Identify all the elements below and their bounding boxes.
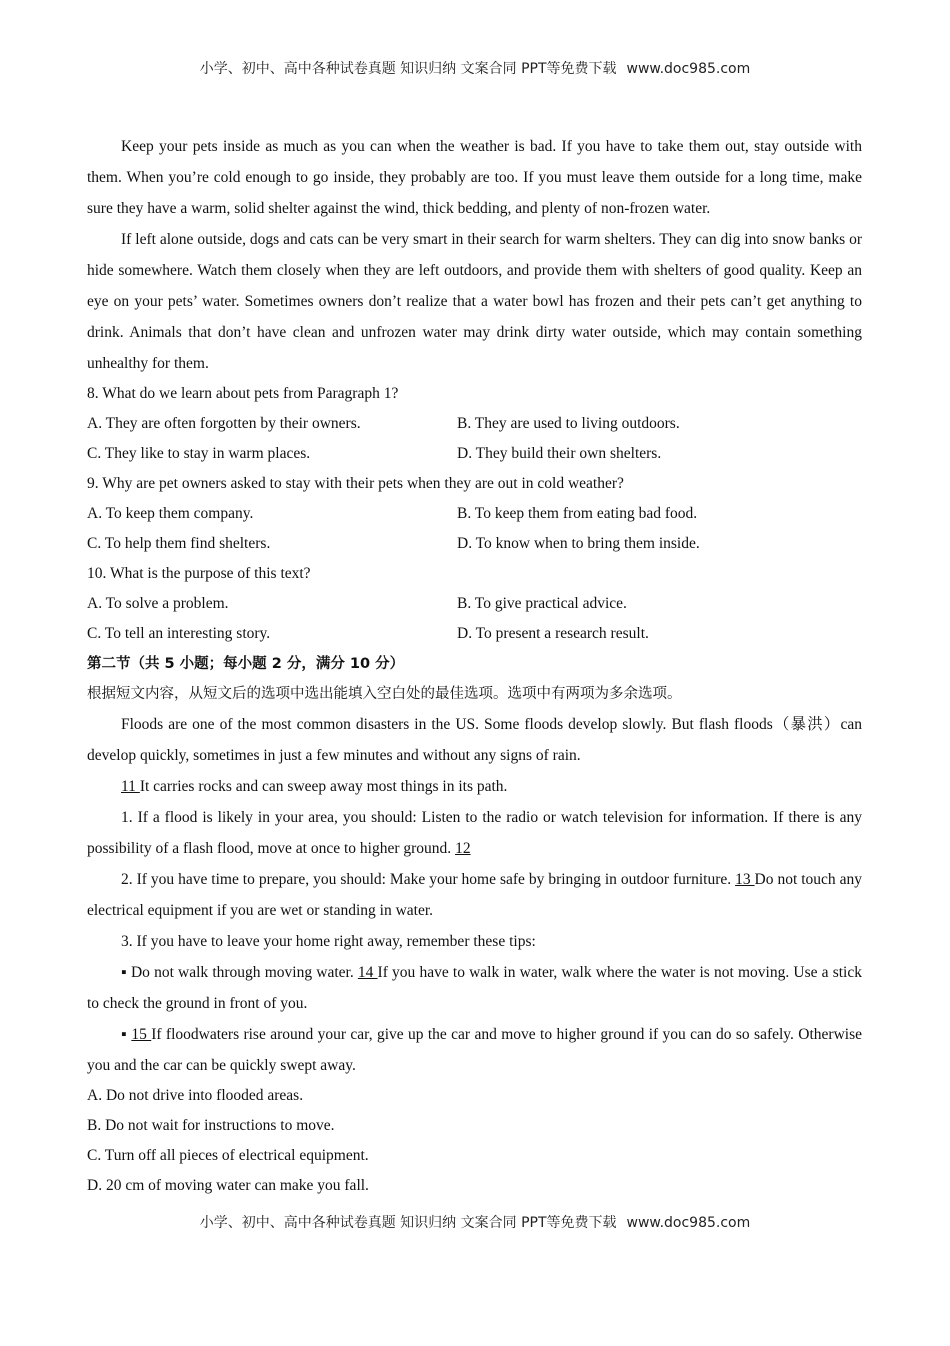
blank-15: 15 <box>131 1026 152 1043</box>
question-options <box>87 499 862 559</box>
answer-option: B. They are used to living outdoors. <box>457 415 680 432</box>
cloze-option: D. 20 cm of moving water can make you fall. <box>87 1177 369 1194</box>
cloze-paragraph: 3. If you have to leave your home right away, remember these tips: <box>121 933 536 950</box>
question-stem: 9. Why are pet owners asked to stay with their pets when they are out in cold weather? <box>87 475 624 492</box>
answer-option: C. To tell an interesting story. <box>87 625 271 642</box>
cloze-option: C. Turn off all pieces of electrical equipment. <box>87 1147 369 1164</box>
passage-paragraph: Keep your pets inside as much as you can when the weather is bad. If you have to take them out, stay outside with them. When you’re cold enough to go inside, they probably are too. If you must leave them outside for a long time, make sure they have a warm, solid shelter against the wind, thick bedding, and plenty of non-frozen water. <box>87 138 862 217</box>
text: 1. If a flood is likely in your area, you should: Listen to the radio or watch television for information. If there is any possibility of a flash flood, move at once to higher ground. <box>87 809 862 857</box>
text: ▪ Do not walk through moving water. <box>121 964 358 981</box>
answer-option: A. To solve a problem. <box>87 595 229 612</box>
text: ▪ <box>121 1026 132 1043</box>
document-body <box>87 131 862 1201</box>
answer-option: C. They like to stay in warm places. <box>87 445 311 462</box>
section-instruction: 根据短文内容，从短文后的选项中选出能填入空白处的最佳选项。选项中有两项为多余选项。 <box>87 686 682 702</box>
text: Do not touch any electrical equipment if you are wet or standing in water. <box>87 871 862 919</box>
blank-12: 12 <box>455 840 471 857</box>
blank-11: 11 <box>121 778 140 795</box>
answer-option: D. To know when to bring them inside. <box>457 535 700 552</box>
cloze-paragraph <box>87 957 862 1019</box>
text: 2. If you have time to prepare, you should: Make your home safe by bringing in outdoor furniture. <box>121 871 736 888</box>
text: If you have to walk in water, walk where the water is not moving. Use a stick to check the ground in front of you. <box>87 964 862 1012</box>
answer-option: D. They build their own shelters. <box>457 445 662 462</box>
answer-option: C. To help them find shelters. <box>87 535 271 552</box>
answer-option: B. To keep them from eating bad food. <box>457 505 698 522</box>
page-footer <box>0 1212 950 1232</box>
blank-14: 14 <box>357 964 378 981</box>
text: If floodwaters rise around your car, give up the car and move to higher ground if you can do so safely. Otherwise you and the car can be quickly swept away. <box>87 1026 862 1074</box>
question-stem: 10. What is the purpose of this text? <box>87 565 311 582</box>
passage-paragraph: If left alone outside, dogs and cats can be very smart in their search for warm shelters. They can dig into snow banks or hide somewhere. Watch them closely when they are left outdoors, and provide them with shelters of good quality. Keep an eye on your pets’ water. Sometimes owners don’t realize that a water bowl has frozen and their pets can’t get anything to drink. Animals that don’t have clean and unfrozen water may drink dirty water outside, which may contain something unhealthy for them. <box>87 231 862 372</box>
footer-link[interactable]: www.doc985.com <box>626 1215 751 1231</box>
cloze-paragraph <box>87 771 862 802</box>
cloze-paragraph <box>87 1019 862 1081</box>
header-link[interactable]: www.doc985.com <box>626 61 751 77</box>
section-title: 第二节（共 5 小题；每小题 2 分，满分 10 分） <box>87 656 405 672</box>
header-text: 小学、初中、高中各种试卷真题 知识归纳 文案合同 PPT等免费下载 <box>199 61 617 77</box>
cloze-paragraph <box>87 864 862 926</box>
question-stem: 8. What do we learn about pets from Paragraph 1? <box>87 385 399 402</box>
footer-text: 小学、初中、高中各种试卷真题 知识归纳 文案合同 PPT等免费下载 <box>199 1215 617 1231</box>
answer-option: A. They are often forgotten by their owners. <box>87 415 361 432</box>
page-header <box>0 58 950 78</box>
text: It carries rocks and can sweep away most things in its path. <box>139 778 508 795</box>
cloze-option: B. Do not wait for instructions to move. <box>87 1117 335 1134</box>
answer-option: A. To keep them company. <box>87 505 254 522</box>
question-options <box>87 589 862 649</box>
answer-option: D. To present a research result. <box>457 625 649 642</box>
question-options <box>87 409 862 469</box>
cloze-option: A. Do not drive into flooded areas. <box>87 1087 304 1104</box>
blank-13: 13 <box>735 871 755 888</box>
cloze-paragraph: Floods are one of the most common disasters in the US. Some floods develop slowly. But flash floods（暴洪）can develop quickly, sometimes in just a few minutes and without any signs of rain. <box>87 716 862 764</box>
cloze-paragraph <box>87 802 862 864</box>
answer-option: B. To give practical advice. <box>457 595 627 612</box>
